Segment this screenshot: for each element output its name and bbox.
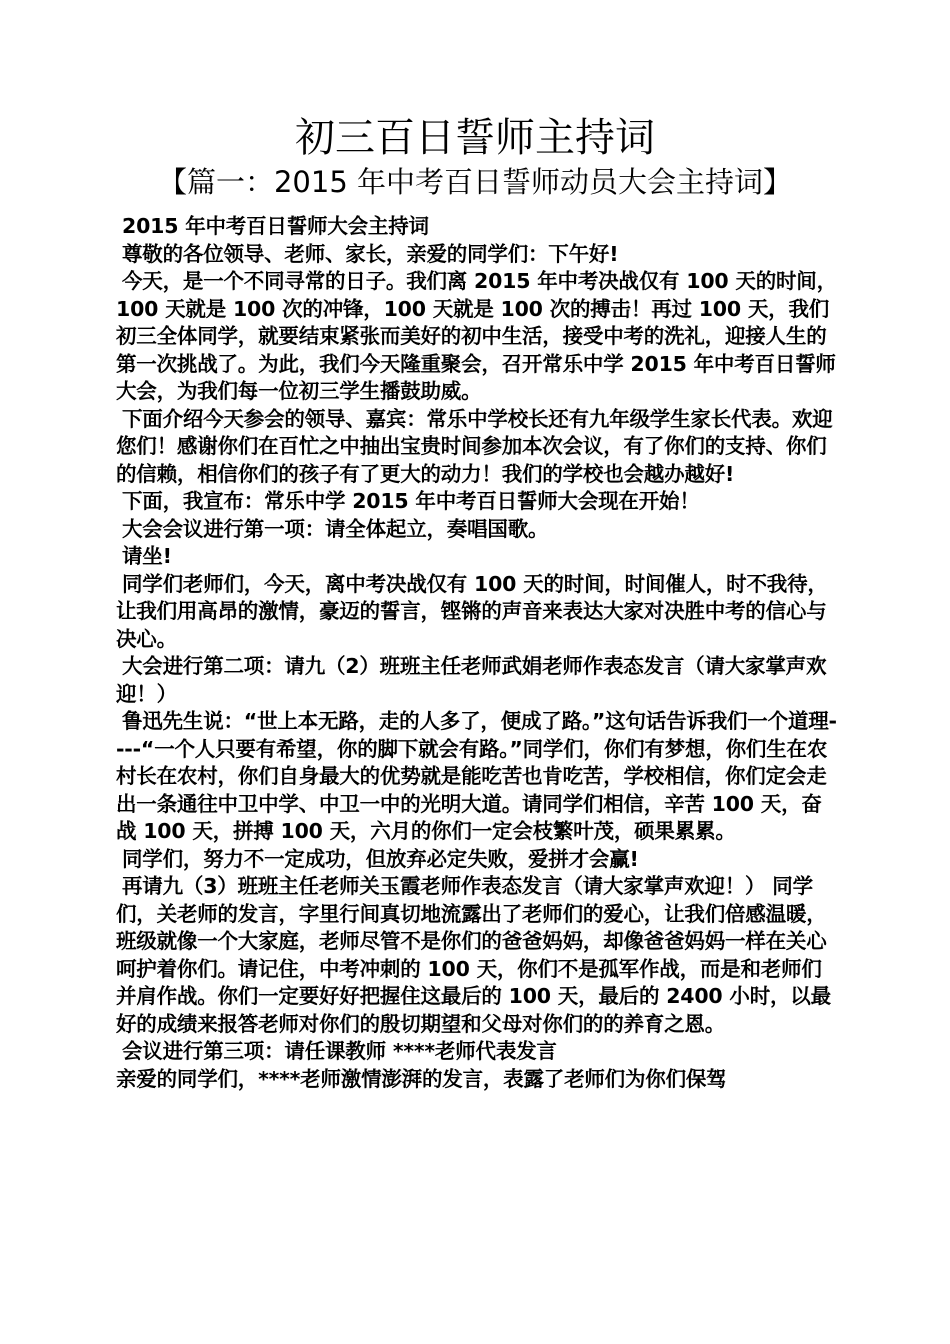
document-body [116,213,838,1093]
paragraph: 大会进行第二项：请九（2）班班主任老师武娟老师作表态发言（请大家掌声欢迎！） [116,654,827,706]
paragraph: 请坐! [122,544,172,568]
paragraph: 鲁迅先生说：“世上本无路，走的人多了，便成了路。”这句话告诉我们一个道理----“一个人只要有希望，你的脚下就会有路。”同学们，你们有梦想，你们生在农村长在农村，你们自身最大的优势就是能吃苦也肯吃苦，学校相信，你们定会走出一条通往中卫中学、中卫一中的光明大道。请同学们相信，辛苦 100 天，奋战 100 天，拼搏 100 天，六月的你们一定会枝繁叶茂，硕果累累。 [116,709,837,843]
document-subtitle: 【篇一：2015 年中考百日誓师动员大会主持词】 [157,165,793,199]
paragraph: 下面，我宣布：常乐中学 2015 年中考百日誓师大会现在开始！ [122,489,700,513]
paragraph: 下面介绍今天参会的领导、嘉宾：常乐中学校长还有九年级学生家长代表。欢迎您们！感谢你们在百忙之中抽出宝贵时间参加本次会议，有了你们的支持、你们的信赖，相信你们的孩子有了更大的动力！我们的学校也会越办越好! [116,406,833,486]
paragraph: 同学们老师们，今天，离中考决战仅有 100 天的时间，时间催人，时不我待，让我们用高昂的激情，豪迈的誓言，铿锵的声音来表达大家对决胜中考的信心与决心。 [116,571,828,651]
paragraph: 大会会议进行第一项：请全体起立，奏唱国歌。 [122,516,549,541]
paragraph: 再请九（3）班班主任老师关玉霞老师作表态发言（请大家掌声欢迎！） 同学们，关老师的发言，字里行间真切地流露出了老师们的爱心，让我们倍感温暖，班级就像一个大家庭，老师尽管不是你们的爸爸妈妈，却像爸爸妈妈一样在关心呵护着你们。请记住，中考冲刺的 100 天，你们不是孤军作战，而是和老师们并肩作战。你们一定要好好把握住这最后的 100 天，最后的 2400 小时，以最好的成绩来报答老师对你们的殷切期望和父母对你们的的养育之恩。 [116,874,831,1036]
paragraph: 今天，是一个不同寻常的日子。我们离 2015 年中考决战仅有 100 天的时间，100 天就是 100 次的冲锋，100 天就是 100 次的搏击！再过 100 天，我们初三全体同学，就要结束紧张而美好的初中生活，接受中考的洗礼，迎接人生的第一次挑战了。为此，我们今天隆重聚会，召开常乐中学 2015 年中考百日誓师大会，为我们每一位初三学生播鼓助威。 [116,269,837,403]
paragraph: 会议进行第三项：请任课教师 ****老师代表发言 [122,1039,557,1063]
paragraph: 尊敬的各位领导、老师、家长，亲爱的同学们：下午好! [122,241,619,266]
paragraph: 同学们，努力不一定成功，但放弃必定失败，爱拼才会赢! [122,846,639,871]
paragraph: 亲爱的同学们，****老师激情澎湃的发言，表露了老师们为你们保驾 [116,1066,727,1091]
document-title: 初三百日誓师主持词 [295,115,655,161]
paragraph: 2015 年中考百日誓师大会主持词 [122,214,429,238]
